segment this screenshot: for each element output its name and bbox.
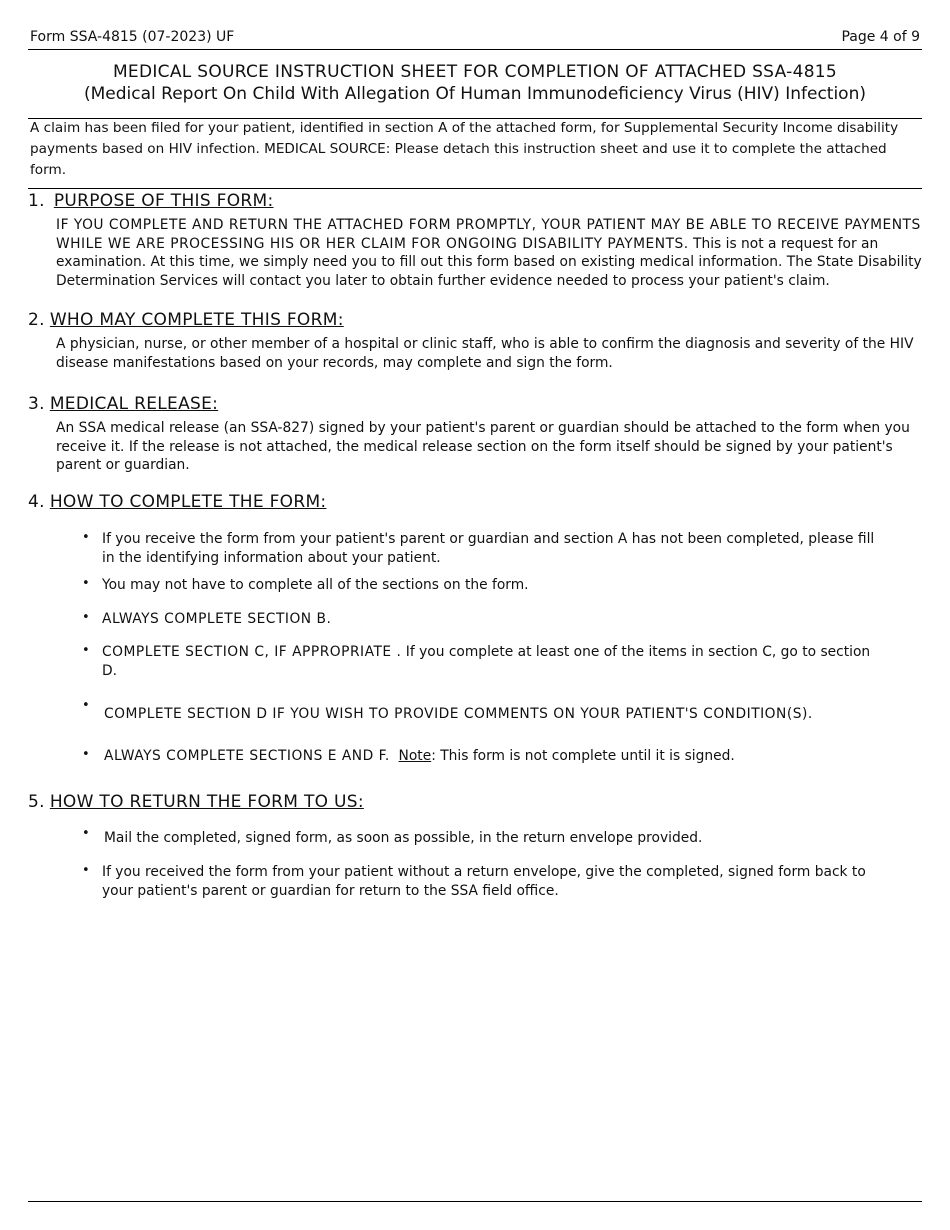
section-label: PURPOSE OF THIS FORM: bbox=[53, 191, 274, 211]
bullet-icon: • bbox=[82, 747, 90, 762]
list-item bbox=[82, 747, 882, 766]
list-item bbox=[82, 576, 882, 595]
section-3-heading bbox=[28, 393, 218, 415]
list-item-text: If you received the form from your patient without a return envelope, give the completed, signed form back to your patient's parent or guardian for return to the SSA field office. bbox=[102, 864, 866, 899]
form-id: Form SSA-4815 (07-2023) UF bbox=[30, 29, 235, 45]
list-item bbox=[82, 643, 882, 681]
footer-rule bbox=[28, 1201, 922, 1202]
section-1-heading bbox=[28, 190, 274, 212]
note-label: Note bbox=[398, 748, 432, 764]
list-item bbox=[82, 826, 882, 848]
bullet-icon: • bbox=[82, 698, 90, 713]
section-number: 5. bbox=[28, 792, 45, 812]
list-item bbox=[82, 530, 882, 568]
section-number: 4. bbox=[28, 492, 45, 512]
section-2-heading bbox=[28, 309, 344, 331]
page-number: Page 4 of 9 bbox=[841, 29, 920, 45]
list-item-rest: : This form is not complete until it is signed. bbox=[431, 748, 735, 764]
list-item bbox=[82, 863, 882, 901]
section-number: 2. bbox=[28, 310, 45, 330]
section-1-body bbox=[56, 216, 922, 290]
list-item-text bbox=[102, 643, 882, 681]
list-item-caps: COMPLETE SECTION C, IF APPROPRIATE . bbox=[102, 644, 402, 660]
section-4-heading bbox=[28, 491, 326, 513]
section-number: 3. bbox=[28, 394, 45, 414]
section-3-body: An SSA medical release (an SSA-827) signed by your patient's parent or guardian should be attached to the form when you receive it. If the release is not attached, the medical release section on the form itself should be signed by your patient's parent or guardian. bbox=[56, 420, 910, 473]
intro-paragraph: A claim has been filed for your patient, identified in section A of the attached form, for Supplemental Security Income disability payments based on HIV infection. MEDICAL SOURCE: Please detach this instruction sheet and use it to complete the attached form. bbox=[30, 120, 899, 178]
list-item bbox=[82, 610, 882, 629]
section-1-text: This is not a request for an examination. At this time, we simply need you to fill out this form based on existing medical information. The State Disability Determination Services will contact you later to obtain further evidence needed to process your patient's claim. bbox=[56, 235, 922, 289]
section-1-caps-text: IF YOU COMPLETE AND RETURN THE ATTACHED FORM PROMPTLY, YOUR PATIENT MAY BE ABLE TO RECEIVE PAYMENTS WHILE WE ARE PROCESSING HIS OR HER CLAIM FOR ONGOING DISABILITY PAYMENTS. bbox=[56, 217, 921, 252]
header-rule bbox=[28, 49, 922, 50]
section-label: HOW TO RETURN THE FORM TO US: bbox=[49, 792, 364, 812]
bullet-icon: • bbox=[82, 576, 90, 591]
list-item-text: COMPLETE SECTION D IF YOU WISH TO PROVIDE COMMENTS ON YOUR PATIENT'S CONDITION(S). bbox=[104, 706, 813, 722]
bullet-icon: • bbox=[82, 863, 90, 878]
section-label: MEDICAL RELEASE: bbox=[49, 394, 219, 414]
list-item-text: Mail the completed, signed form, as soon as possible, in the return envelope provided. bbox=[104, 830, 703, 846]
intro-rule bbox=[28, 188, 922, 189]
section-5-heading bbox=[28, 791, 364, 813]
list-item-text bbox=[104, 747, 882, 766]
bullet-icon: • bbox=[82, 530, 90, 545]
section-number: 1. bbox=[28, 191, 45, 211]
title-line-2: (Medical Report On Child With Allegation Of Human Immunodeficiency Virus (HIV) Infection) bbox=[84, 84, 866, 104]
bullet-icon: • bbox=[82, 643, 90, 658]
section-2-body: A physician, nurse, or other member of a hospital or clinic staff, who is able to confirm the diagnosis and severity of the HIV disease manifestations based on your records, may complete and sign the form. bbox=[56, 336, 914, 371]
list-item-caps: ALWAYS COMPLETE SECTIONS E AND F. bbox=[104, 748, 390, 764]
list-item-text: ALWAYS COMPLETE SECTION B. bbox=[102, 611, 332, 627]
page-title bbox=[28, 61, 922, 105]
section-label: HOW TO COMPLETE THE FORM: bbox=[49, 492, 327, 512]
list-item bbox=[82, 698, 882, 724]
list-item-text: You may not have to complete all of the sections on the form. bbox=[102, 577, 529, 593]
bullet-icon: • bbox=[82, 826, 90, 841]
list-item-rest: If you complete at least one of the items in section C, go to section D. bbox=[102, 644, 871, 679]
bullet-icon: • bbox=[82, 610, 90, 625]
list-item-text: If you receive the form from your patient's parent or guardian and section A has not been completed, please fill in the identifying information about your patient. bbox=[102, 531, 875, 566]
title-line-1: MEDICAL SOURCE INSTRUCTION SHEET FOR COMPLETION OF ATTACHED SSA-4815 bbox=[112, 62, 838, 82]
section-label: WHO MAY COMPLETE THIS FORM: bbox=[49, 310, 344, 330]
